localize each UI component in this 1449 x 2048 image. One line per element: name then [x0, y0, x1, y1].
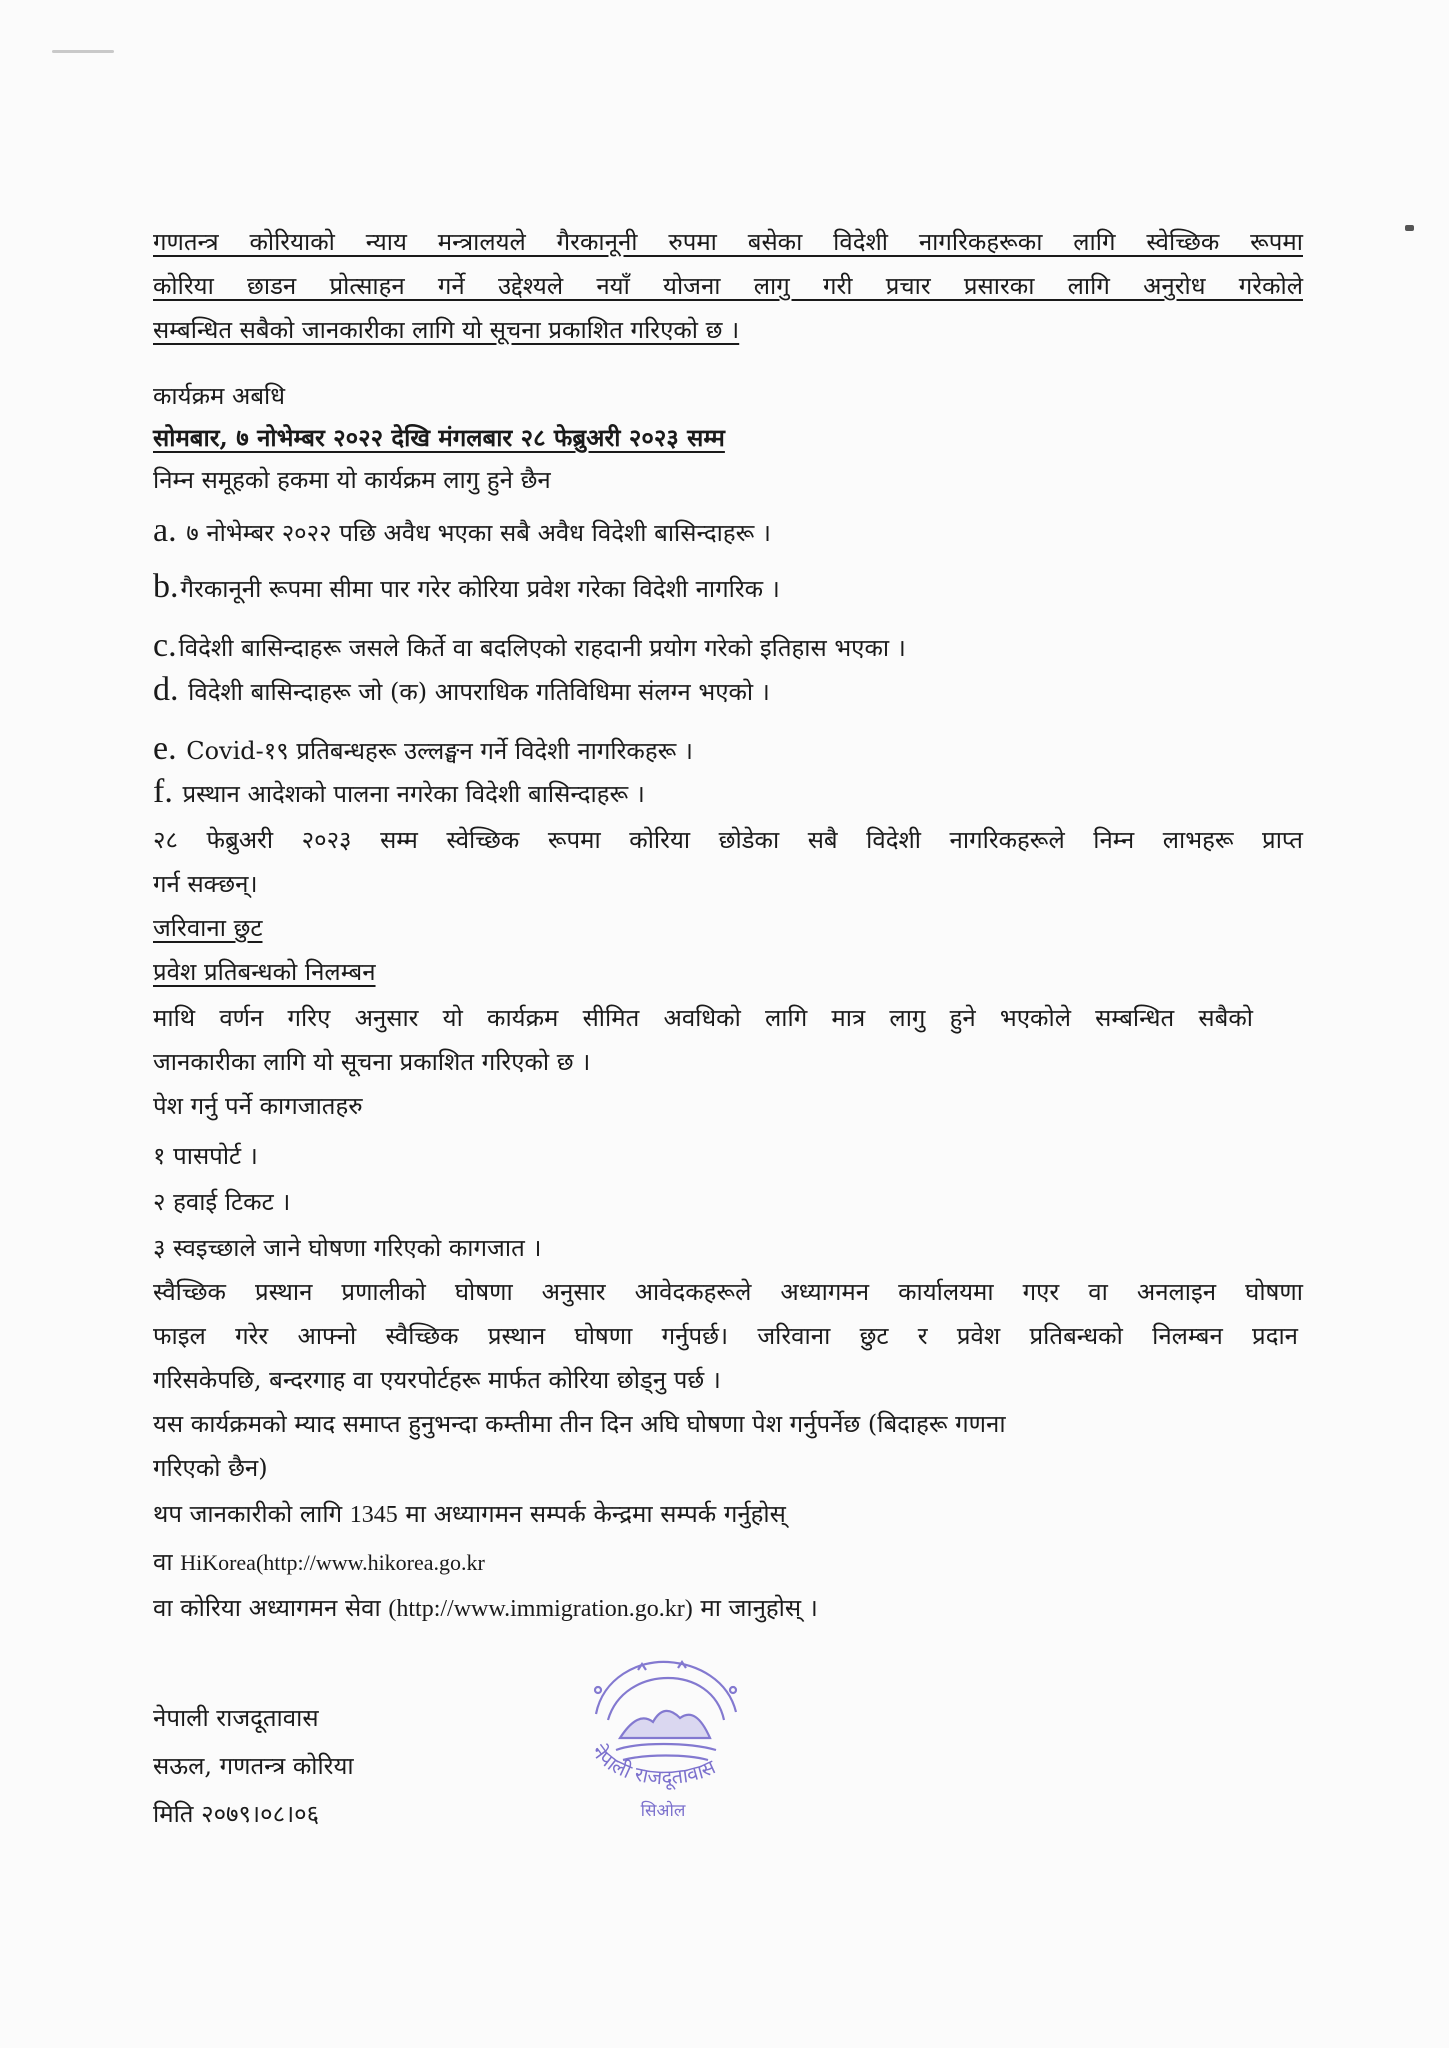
- contact-text: वा: [153, 1548, 181, 1576]
- exclusion-item: [153, 773, 645, 810]
- limited-notice-line: जानकारीका लागि यो सूचना प्रकाशित गरिएको छ ।: [153, 1048, 591, 1076]
- exclusion-item: [153, 730, 693, 767]
- benefit-item: प्रवेश प्रतिबन्धको निलम्बन: [153, 958, 376, 986]
- benefits-intro-line: गर्न सक्छन्।: [153, 870, 258, 898]
- hotline-number: 1345: [349, 1502, 398, 1528]
- exclusion-item: [153, 627, 906, 664]
- contact-line: [153, 1592, 818, 1625]
- exclusions-heading: निम्न समूहको हकमा यो कार्यक्रम लागु हुने छैन: [153, 466, 551, 494]
- embassy-seal: [568, 1650, 758, 1825]
- benefit-item: जरिवाना छुट: [153, 914, 263, 942]
- intro-line: कोरिया छाडन प्रोत्साहन गर्ने उद्देश्यले नयाँ योजना लागु गरी प्रचार प्रसारका लागि अनुरोध गरेकोले: [153, 272, 1303, 300]
- seal-city: सिओल: [640, 1801, 686, 1821]
- exclusion-text: गैरकानूनी रूपमा सीमा पार गरेर कोरिया प्रवेश गरेका विदेशी नागरिक ।: [180, 575, 780, 603]
- document-item: २ हवाई टिकट ।: [153, 1188, 291, 1216]
- benefits-intro-line: २८ फेब्रुअरी २०२३ सम्म स्वेच्छिक रूपमा कोरिया छोडेका सबै विदेशी नागरिकहरूले निम्न लाभहरू प्राप्त: [153, 826, 1303, 854]
- exclusion-text: ७ नोभेम्बर २०२२ पछि अवैध भएका सबै अवैध विदेशी बासिन्दाहरू ।: [178, 519, 771, 547]
- list-marker: a.: [153, 512, 177, 549]
- signature-date: मिति २०७९।०८।०६: [153, 1800, 320, 1828]
- contact-text: थप जानकारीको लागि: [153, 1500, 350, 1528]
- intro-line: सम्बन्धित सबैको जानकारीका लागि यो सूचना प्रकाशित गरिएको छ ।: [153, 316, 740, 344]
- list-marker: f.: [153, 773, 173, 810]
- exclusion-text: Covid-१९ प्रतिबन्धहरू उल्लङ्घन गर्ने विदेशी नागरिकहरू ।: [178, 737, 693, 765]
- scan-mark: [1405, 225, 1414, 231]
- list-marker: e.: [153, 730, 177, 767]
- exclusion-text: विदेशी बासिन्दाहरू जो (क) आपराधिक गतिविधिमा संलग्न भएको ।: [180, 678, 770, 706]
- document-item: १ पासपोर्ट ।: [153, 1142, 258, 1170]
- contact-text: मा अध्यागमन सम्पर्क केन्द्रमा सम्पर्क गर्नुहोस्: [397, 1500, 786, 1528]
- immigration-link: (http://www.immigration.go.kr): [388, 1596, 693, 1622]
- list-marker: c.: [153, 627, 177, 664]
- scan-mark: [52, 50, 114, 53]
- document-item: ३ स्वइच्छाले जाने घोषणा गरिएको कागजात ।: [153, 1234, 542, 1262]
- contact-line: [153, 1498, 786, 1531]
- list-marker: d.: [153, 671, 179, 708]
- signature-location: सऊल, गणतन्त्र कोरिया: [153, 1752, 354, 1780]
- contact-text: वा कोरिया अध्यागमन सेवा: [153, 1594, 389, 1622]
- exclusion-text: विदेशी बासिन्दाहरू जसले किर्ते वा बदलिएको राहदानी प्रयोग गरेको इतिहास भएका ।: [178, 634, 906, 662]
- procedure-line: गरिएको छैन): [153, 1454, 268, 1482]
- program-heading: कार्यक्रम अबधि: [153, 382, 285, 410]
- procedure-line: यस कार्यक्रमको म्याद समाप्त हुनुभन्दा कम्तीमा तीन दिन अघि घोषणा पेश गर्नुपर्नेछ (बिदाहरू गणना: [153, 1410, 1006, 1438]
- exclusion-item: [153, 671, 770, 708]
- contact-line: [153, 1546, 485, 1579]
- hikorea-link: HiKorea(http://www.hikorea.go.kr: [180, 1550, 485, 1575]
- contact-text: मा जानुहोस् ।: [692, 1594, 818, 1622]
- signature-org: नेपाली राजदूतावास: [153, 1704, 319, 1732]
- exclusion-item: [153, 512, 771, 549]
- list-marker: b.: [153, 568, 179, 605]
- procedure-line: गरिसकेपछि, बन्दरगाह वा एयरपोर्टहरू मार्फत कोरिया छोड्नु पर्छ ।: [153, 1366, 721, 1394]
- limited-notice-line: माथि वर्णन गरिए अनुसार यो कार्यक्रम सीमित अवधिको लागि मात्र लागु हुने भएकोले सम्बन्धित सबैको: [153, 1004, 1253, 1032]
- intro-line: गणतन्त्र कोरियाको न्याय मन्त्रालयले गैरकानूनी रुपमा बसेका विदेशी नागरिकहरूका लागि स्वेच्छिक रूपमा: [153, 228, 1303, 256]
- program-period: सोमबार, ७ नोभेम्बर २०२२ देखि मंगलबार २८ फेब्रुअरी २०२३ सम्म: [153, 423, 725, 452]
- documents-heading: पेश गर्नु पर्ने कागजातहरु: [153, 1092, 363, 1120]
- exclusion-item: [153, 568, 780, 605]
- exclusion-text: प्रस्थान आदेशको पालना नगरेका विदेशी बासिन्दाहरू ।: [174, 780, 645, 808]
- procedure-line: फाइल गरेर आफ्नो स्वैच्छिक प्रस्थान घोषणा गर्नुपर्छ। जरिवाना छुट र प्रवेश प्रतिबन्धको निलम्बन प्रदान: [153, 1322, 1298, 1350]
- seal-text: नेपाली राजदूतावास: [586, 1740, 720, 1790]
- procedure-line: स्वैच्छिक प्रस्थान प्रणालीको घोषणा अनुसार आवेदकहरूले अध्यागमन कार्यालयमा गएर वा अनलाइन घोषणा: [153, 1278, 1303, 1306]
